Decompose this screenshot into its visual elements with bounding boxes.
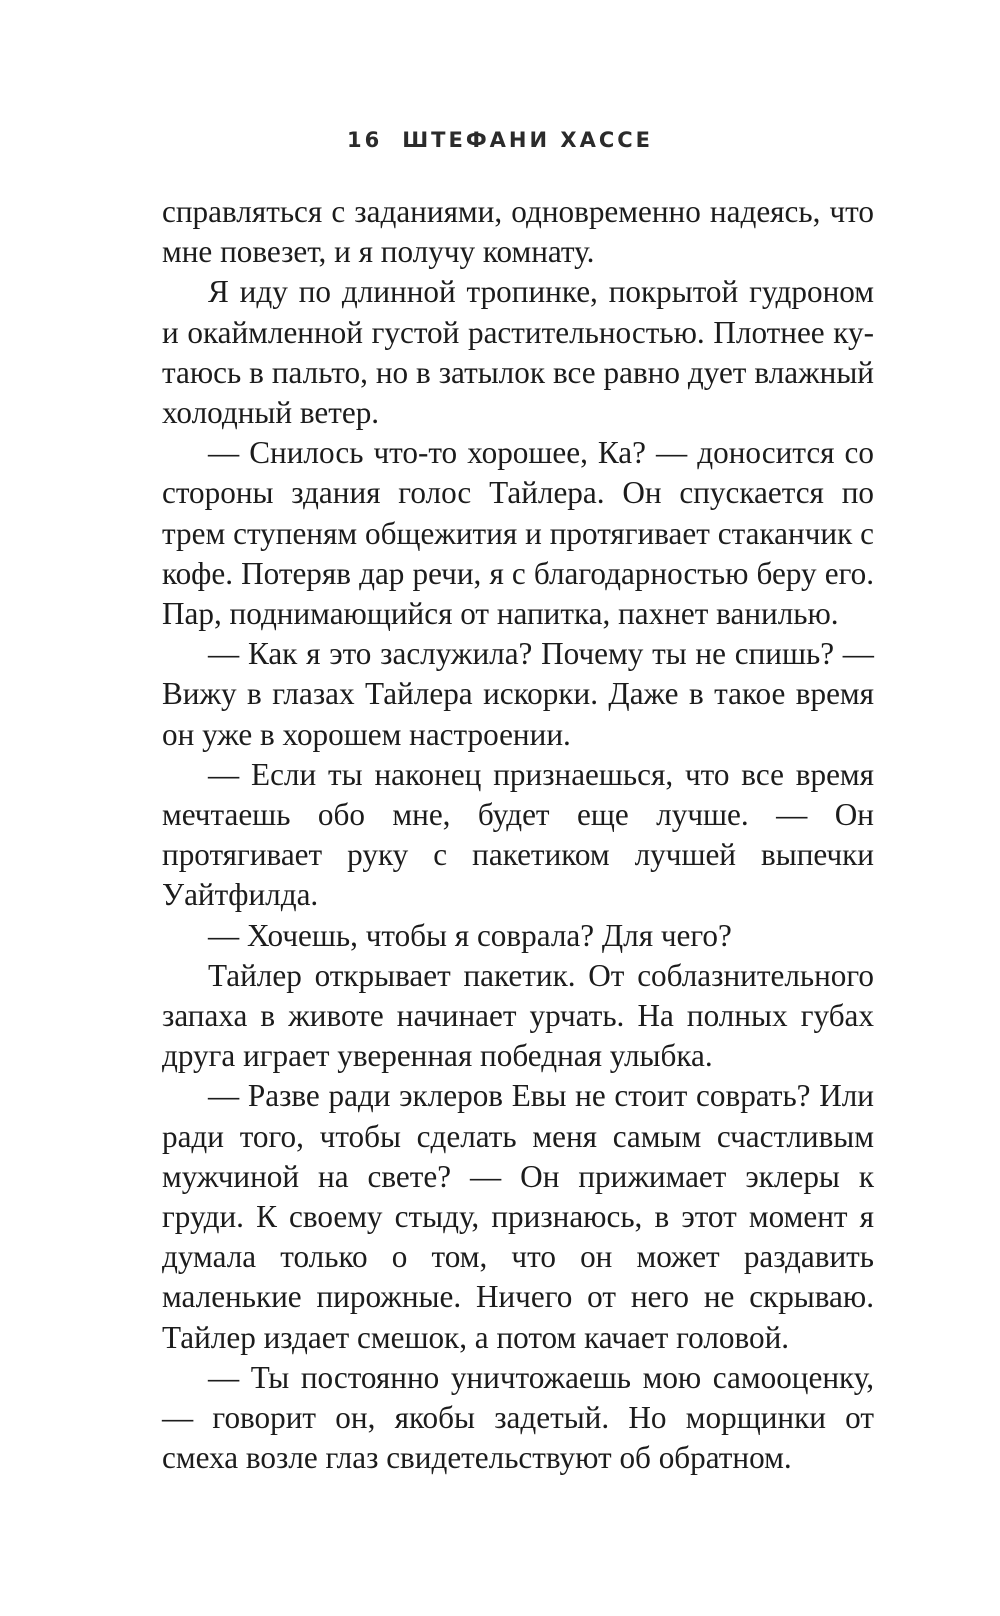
running-head xyxy=(0,128,1000,152)
paragraph: — Ты постоянно уничтожаешь мою самооценку, — говорит он, якобы задетый. Но морщинки от смеха возле глаз свидетельствуют об обратном. xyxy=(162,1359,874,1476)
paragraph: Тайлер открывает пакетик. От соблазнительного запаха в животе начинает урчать. На полных губах друга играет уверенная победная улыбка. xyxy=(162,957,874,1074)
paragraph: — Если ты наконец признаешься, что все время мечтаешь обо мне, будет еще лучше. — Он протягивает руку с пакетиком лучшей выпечки Уайтфилда. xyxy=(162,756,874,913)
paragraph: — Снилось что-то хорошее, Ка? — доносится со стороны здания голос Тайлера. Он спускается по трем ступеням общежития и протягивает стаканчик с кофе. Потеряв дар речи, я с благодарностью беру его. Пар, поднимающийся от напитка, пахнет ванилью. xyxy=(162,435,874,632)
paragraph: — Хочешь, чтобы я соврала? Для чего? xyxy=(208,917,732,953)
body-text xyxy=(162,192,874,1479)
paragraph: Я иду по длинной тропинке, покрытой гудроном и окаймленной густой растительностью. Плотнее кутаюсь в пальто, но в затылок все равно дует влажный холодный ветер. xyxy=(162,274,874,431)
paragraph: — Как я это заслужила? Почему ты не спишь? — Вижу в глазах Тайлера искорки. Даже в такое время он уже в хорошем настроении. xyxy=(162,636,874,752)
paragraph: — Разве ради эклеров Евы не стоит соврать? Или ради того, чтобы сделать меня самым счастливым мужчиной на свете? — Он прижимает эклеры к груди. К своему стыду, признаюсь, в этот момент я думала только о том, что он может раздавить маленькие пирожные. Ничего от него не скрываю. Тайлер издает смешок, а потом качает головой. xyxy=(162,1078,874,1355)
author-name: ШТЕФАНИ ХАССЕ xyxy=(402,128,653,152)
page-number: 16 xyxy=(347,128,383,152)
paragraph: справляться с заданиями, одновременно надеясь, что мне повезет, и я получу комнату. xyxy=(162,194,874,270)
